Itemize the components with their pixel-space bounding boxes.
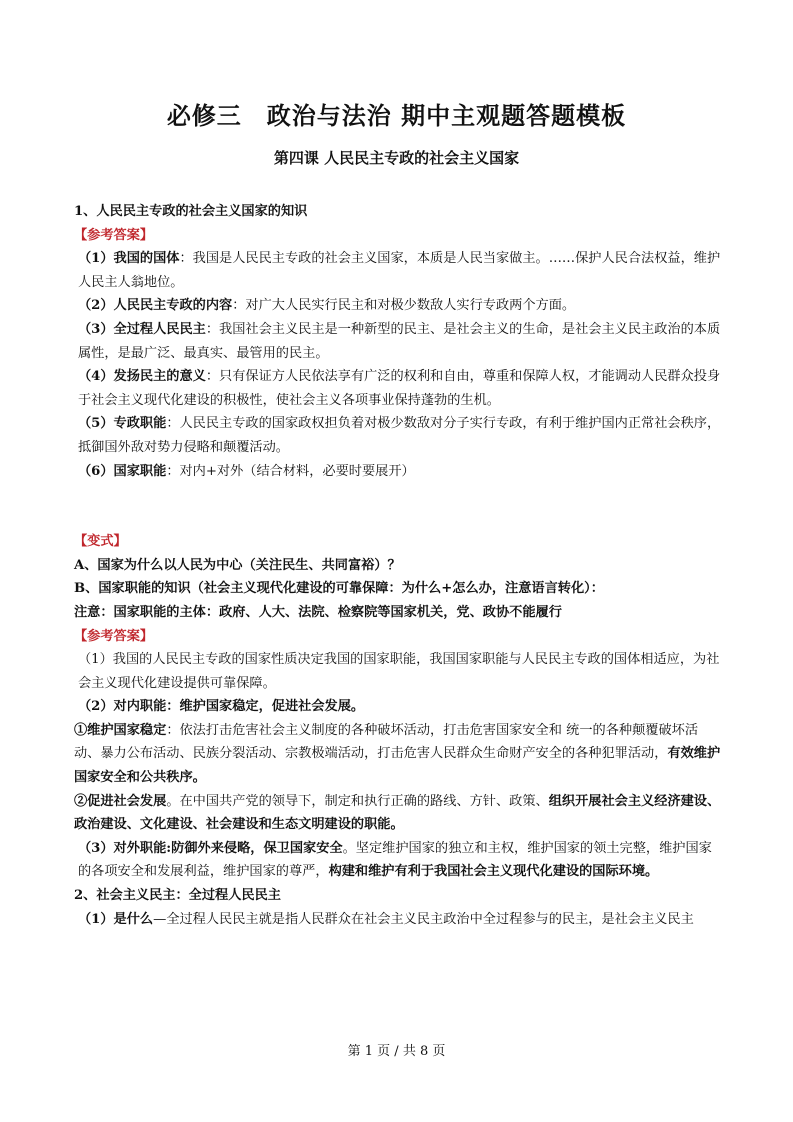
variant-question-a: A、国家为什么以人民为中心（关注民生、共同富裕）？ <box>74 557 401 573</box>
answer-item-3 <box>74 318 724 365</box>
item-label: （4）发扬民主的意义 <box>78 369 206 385</box>
variant-answer-4 <box>74 790 724 837</box>
item-label: （6）国家职能 <box>78 463 167 479</box>
item-text: ：我国是人民民主专政的社会主义国家，本质是人民当家做主。……保护人民合法权益，维护人民主人翁地位。 <box>78 251 721 290</box>
item-label: （3）全过程人民民主 <box>78 321 206 337</box>
item-text: ：对内+对外（结合材料，必要时要展开） <box>166 463 415 479</box>
item-label: （2）人民民主专政的内容 <box>78 298 233 314</box>
answer-item-5 <box>74 412 724 459</box>
variant-tag: 【变式】 <box>74 534 127 550</box>
item-text: ：我国社会主义民主是一种新型的民主、是社会主义的生命，是社会主义民主政治的本质属性，是最广泛、最真实、最管用的民主。 <box>78 321 721 361</box>
answer-item-6 <box>74 460 724 484</box>
answer-item-4 <box>74 365 724 412</box>
item-label: （1）我国的国体 <box>78 251 180 267</box>
item-text: ：对广大人民实行民主和对极少数敌人实行专政两个方面。 <box>232 298 576 314</box>
section-2-heading: 2、社会主义民主：全过程人民民主 <box>74 888 281 904</box>
variant-answer-5 <box>74 837 724 884</box>
item-text: —全过程人民民主就是指人民群众在社会主义民主政治中全过程参与的民主，是社会主义民主 <box>153 911 694 927</box>
item-emphasis: 有效维护国家安全和公共秩序。 <box>74 746 721 786</box>
answer-tag: 【参考答案】 <box>74 628 154 644</box>
item-emphasis: 组织开展社会主义经济建设、政治建设、文化建设、社会建设和生态文明建设的职能。 <box>74 793 721 833</box>
item-text: 。坚定维护国家的独立和主权，维护国家的领土完整，维护国家的各项安全和发展利益，维护国家的尊严， <box>78 840 712 880</box>
variant-question-b: B、国家职能的知识（社会主义现代化建设的可靠保障：为什么+怎么办，注意语言转化）： <box>74 581 604 597</box>
answer-item-2 <box>74 294 724 318</box>
variant-answer-1: （1）我国的人民民主专政的国家性质决定我国的国家职能，我国国家职能与人民民主专政的国体相适应，为社会主义现代化建设提供可靠保障。 <box>78 652 720 691</box>
variant-note: 注意：国家职能的主体：政府、人大、法院、检察院等国家机关，党、政协不能履行 <box>74 604 562 620</box>
answer-item-1 <box>74 247 724 294</box>
item-label: （5）专政职能 <box>78 416 167 432</box>
spacer <box>74 483 724 530</box>
lesson-subtitle: 第四课 人民民主专政的社会主义国家 <box>273 149 520 167</box>
item-label: （3）对外职能:防御外来侵略，保卫国家安全 <box>78 840 343 856</box>
item-text: 。在中国共产党的领导下，制定和执行正确的路线、方针、政策、 <box>166 793 549 809</box>
item-label: ①维护国家稳定 <box>74 722 167 738</box>
answer-tag: 【参考答案】 <box>74 227 154 243</box>
page-number-footer: 第 1 页 / 共 8 页 <box>347 1044 446 1059</box>
document-body <box>74 200 724 931</box>
item-label: ②促进社会发展 <box>74 793 167 809</box>
section-1-heading: 1、人民民主专政的社会主义国家的知识 <box>74 204 308 219</box>
item-text: ：依法打击危害社会主义制度的各种破坏活动，打击危害国家安全和 统一的各种颠覆破坏活动、暴力公布活动、民族分裂活动、宗教极端活动，打击危害人民群众生命财产安全的各种犯罪活动， <box>74 722 699 762</box>
item-label: （1）是什么 <box>78 911 154 927</box>
variant-answer-2: （2）对内职能：维护国家稳定，促进社会发展。 <box>78 699 365 715</box>
item-emphasis: 构建和维护有利于我国社会主义现代化建设的国际环境。 <box>328 864 659 880</box>
item-text: ：人民民主专政的国家政权担负着对极少数敌对分子实行专政，有利于维护国内正常社会秩序，抵御国外敌对势力侵略和颠覆活动。 <box>78 416 721 455</box>
section-2-item-1 <box>74 908 724 932</box>
document-title: 必修三 政治与法治 期中主观题答题模板 <box>166 101 627 130</box>
variant-answer-3 <box>74 719 724 790</box>
item-text: ：只有保证方人民依法享有广泛的权利和自由，尊重和保障人权，才能调动人民群众投身于社会主义现代化建设的积极性，使社会主义各项事业保持蓬勃的生机。 <box>78 369 721 408</box>
